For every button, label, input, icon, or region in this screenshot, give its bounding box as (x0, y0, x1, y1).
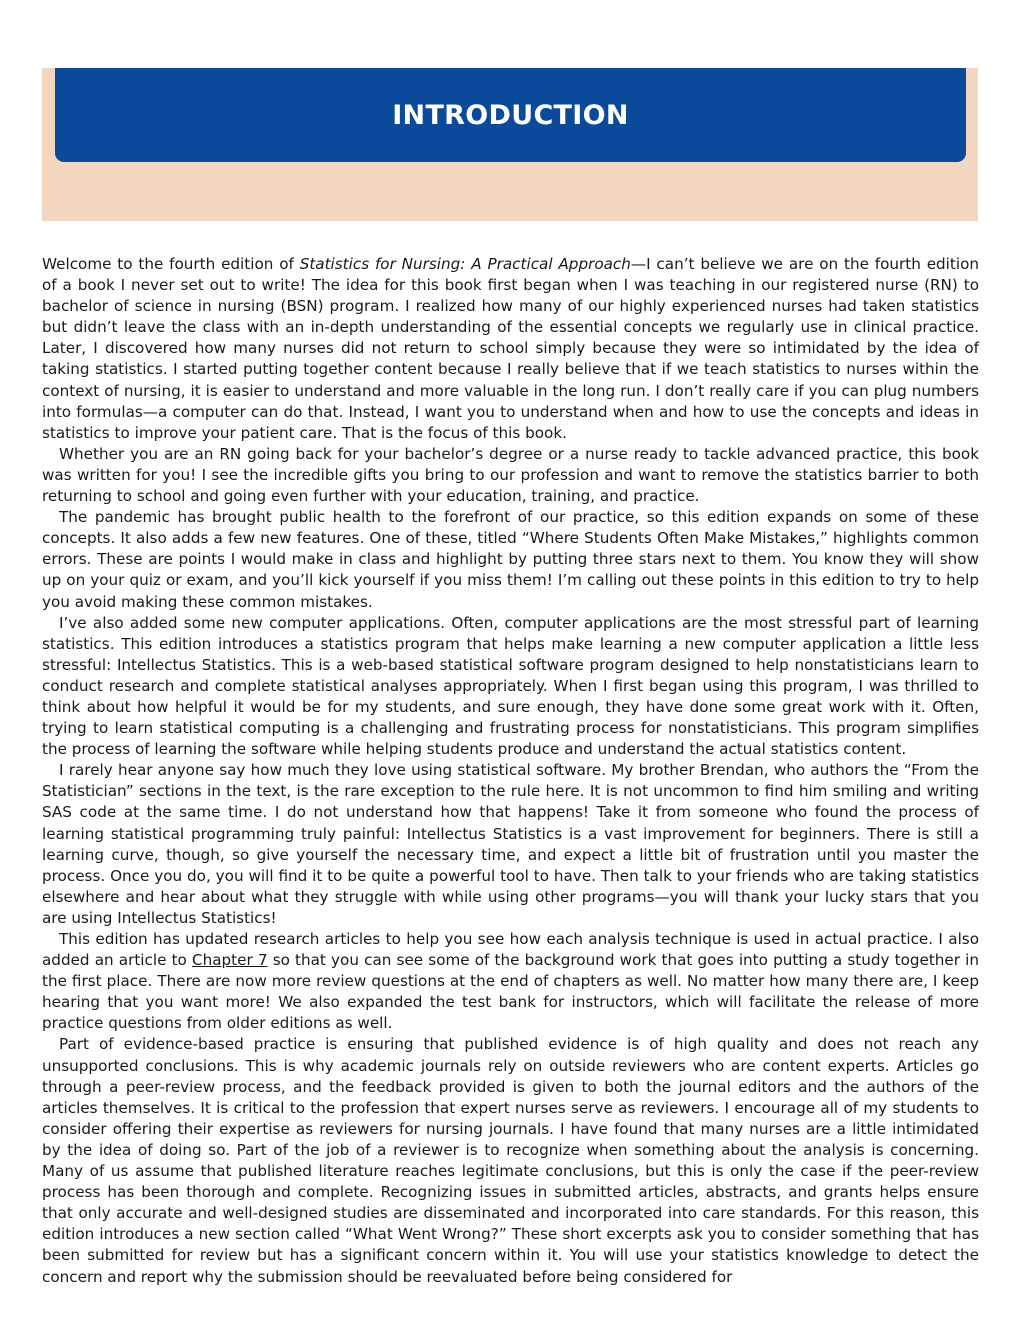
chapter-7-link[interactable]: Chapter 7 (192, 951, 268, 970)
paragraph-7: Part of evidence-based practice is ensuring that published evidence is of high quality and does not reach any unsupported conclusions. This is why academic journals rely on outside reviewers who are content experts. Articles go through a peer-review process, and the feedback provided is given to both the journal editors and the authors of the articles themselves. It is critical to the profession that expert nurses serve as reviewers. I encourage all of my students to consider offering their expertise as reviewers for nursing journals. I have found that many nurses are a little intimidated by the idea of doing so. Part of the job of a reviewer is to recognize when something about the analysis is concerning. Many of us assume that published literature reaches legitimate conclusions, but this is only the case if the peer-review process has been thorough and complete. Recognizing issues in submitted articles, abstracts, and grants helps ensure that only accurate and well-designed studies are disseminated and incorporated into care standards. For this reason, this edition introduces a new section called “What Went Wrong?” These short excerpts ask you to consider something that has been submitted for review but has a significant concern within it. You will use your statistics knowledge to detect the concern and report why the submission should be reevaluated before being considered for (42, 1035, 979, 1286)
paragraph-4: I’ve also added some new computer applications. Often, computer applications are the most stressful part of learning statistics. This edition introduces a statistics program that helps make learning a new computer application a little less stressful: Intellectus Statistics. This is a web-based statistical software program designed to help nonstatisticians learn to conduct research and complete statistical analyses appropriately. When I first began using this program, I was thrilled to think about how helpful it would be for my students, and sure enough, they have done some great work with it. Often, trying to learn statistical computing is a challenging and frustrating process for nonstatisticians. This program simplifies the process of learning the software while helping students produce and understand the actual statistics content. (42, 613, 979, 759)
paragraph-3: The pandemic has brought public health to the forefront of our practice, so this edition expands on some of these concepts. It also adds a few new features. One of these, titled “Where Students Often Make Mistakes,” highlights common errors. These are points I would make in class and highlight by putting three stars next to them. You know they will show up on your quiz or exam, and you’ll kick yourself if you miss them! I’m calling out these points in this edition to try to help you avoid making these common mistakes. (42, 508, 979, 611)
paragraph-2: Whether you are an RN going back for your bachelor’s degree or a nurse ready to tackle advanced practice, this book was written for you! I see the incredible gifts you bring to our profession and want to remove the statistics barrier to both returning to school and going even further with your education, training, and practice. (42, 444, 979, 506)
book-title: Statistics for Nursing: A Practical Approach (299, 255, 631, 273)
body-text (42, 254, 979, 1288)
chapter-title: INTRODUCTION (392, 99, 629, 131)
chapter-header-band (42, 68, 978, 221)
paragraph-5: I rarely hear anyone say how much they love using statistical software. My brother Brendan, who authors the “From the Statistician” sections in the text, is the rare exception to the rule here. It is not uncommon to find him smiling and writing SAS code at the same time. I do not understand how that happens! Take it from someone who found the process of learning statistical programming truly painful: Intellectus Statistics is a vast improvement for beginners. There is still a learning curve, though, so give yourself the necessary time, and expect a little bit of frustration until you master the process. Once you do, you will find it to be quite a powerful tool to have. Then talk to your friends who are taking statistics elsewhere and hear about what they struggle with while using other programs—you will thank your lucky stars that you are using Intellectus Statistics! (42, 761, 979, 927)
paragraph-1: Welcome to the fourth edition of Statistics for Nursing: A Practical Approach—I can’t believe we are on the fourth edition of a book I never set out to write! The idea for this book first began when I was teaching in our registered nurse (RN) to bachelor of science in nursing (BSN) program. I realized how many of our highly experienced nurses had taken statistics but didn’t leave the class with an in-depth understanding of the essential concepts we regularly use in clinical practice. Later, I discovered how many nurses did not return to school simply because they were so intimidated by the idea of taking statistics. I started putting together content because I really believe that if we teach statistics to nurses within the context of nursing, it is easier to understand and more valuable in the long run. I don’t really care if you can plug numbers into formulas—a computer can do that. Instead, I want you to understand when and how to use the concepts and ideas in statistics to improve your patient care. That is the focus of this book. (42, 255, 979, 442)
paragraph-6: This edition has updated research articles to help you see how each analysis technique is used in actual practice. I also added an article to Chapter 7 so that you can see some of the background work that goes into putting a study together in the first place. There are now more review questions at the end of chapters as well. No matter how many there are, I keep hearing that you want more! We also expanded the test bank for instructors, which will facilitate the release of more practice questions from older editions as well. (42, 930, 980, 1033)
chapter-title-bar (55, 68, 966, 162)
